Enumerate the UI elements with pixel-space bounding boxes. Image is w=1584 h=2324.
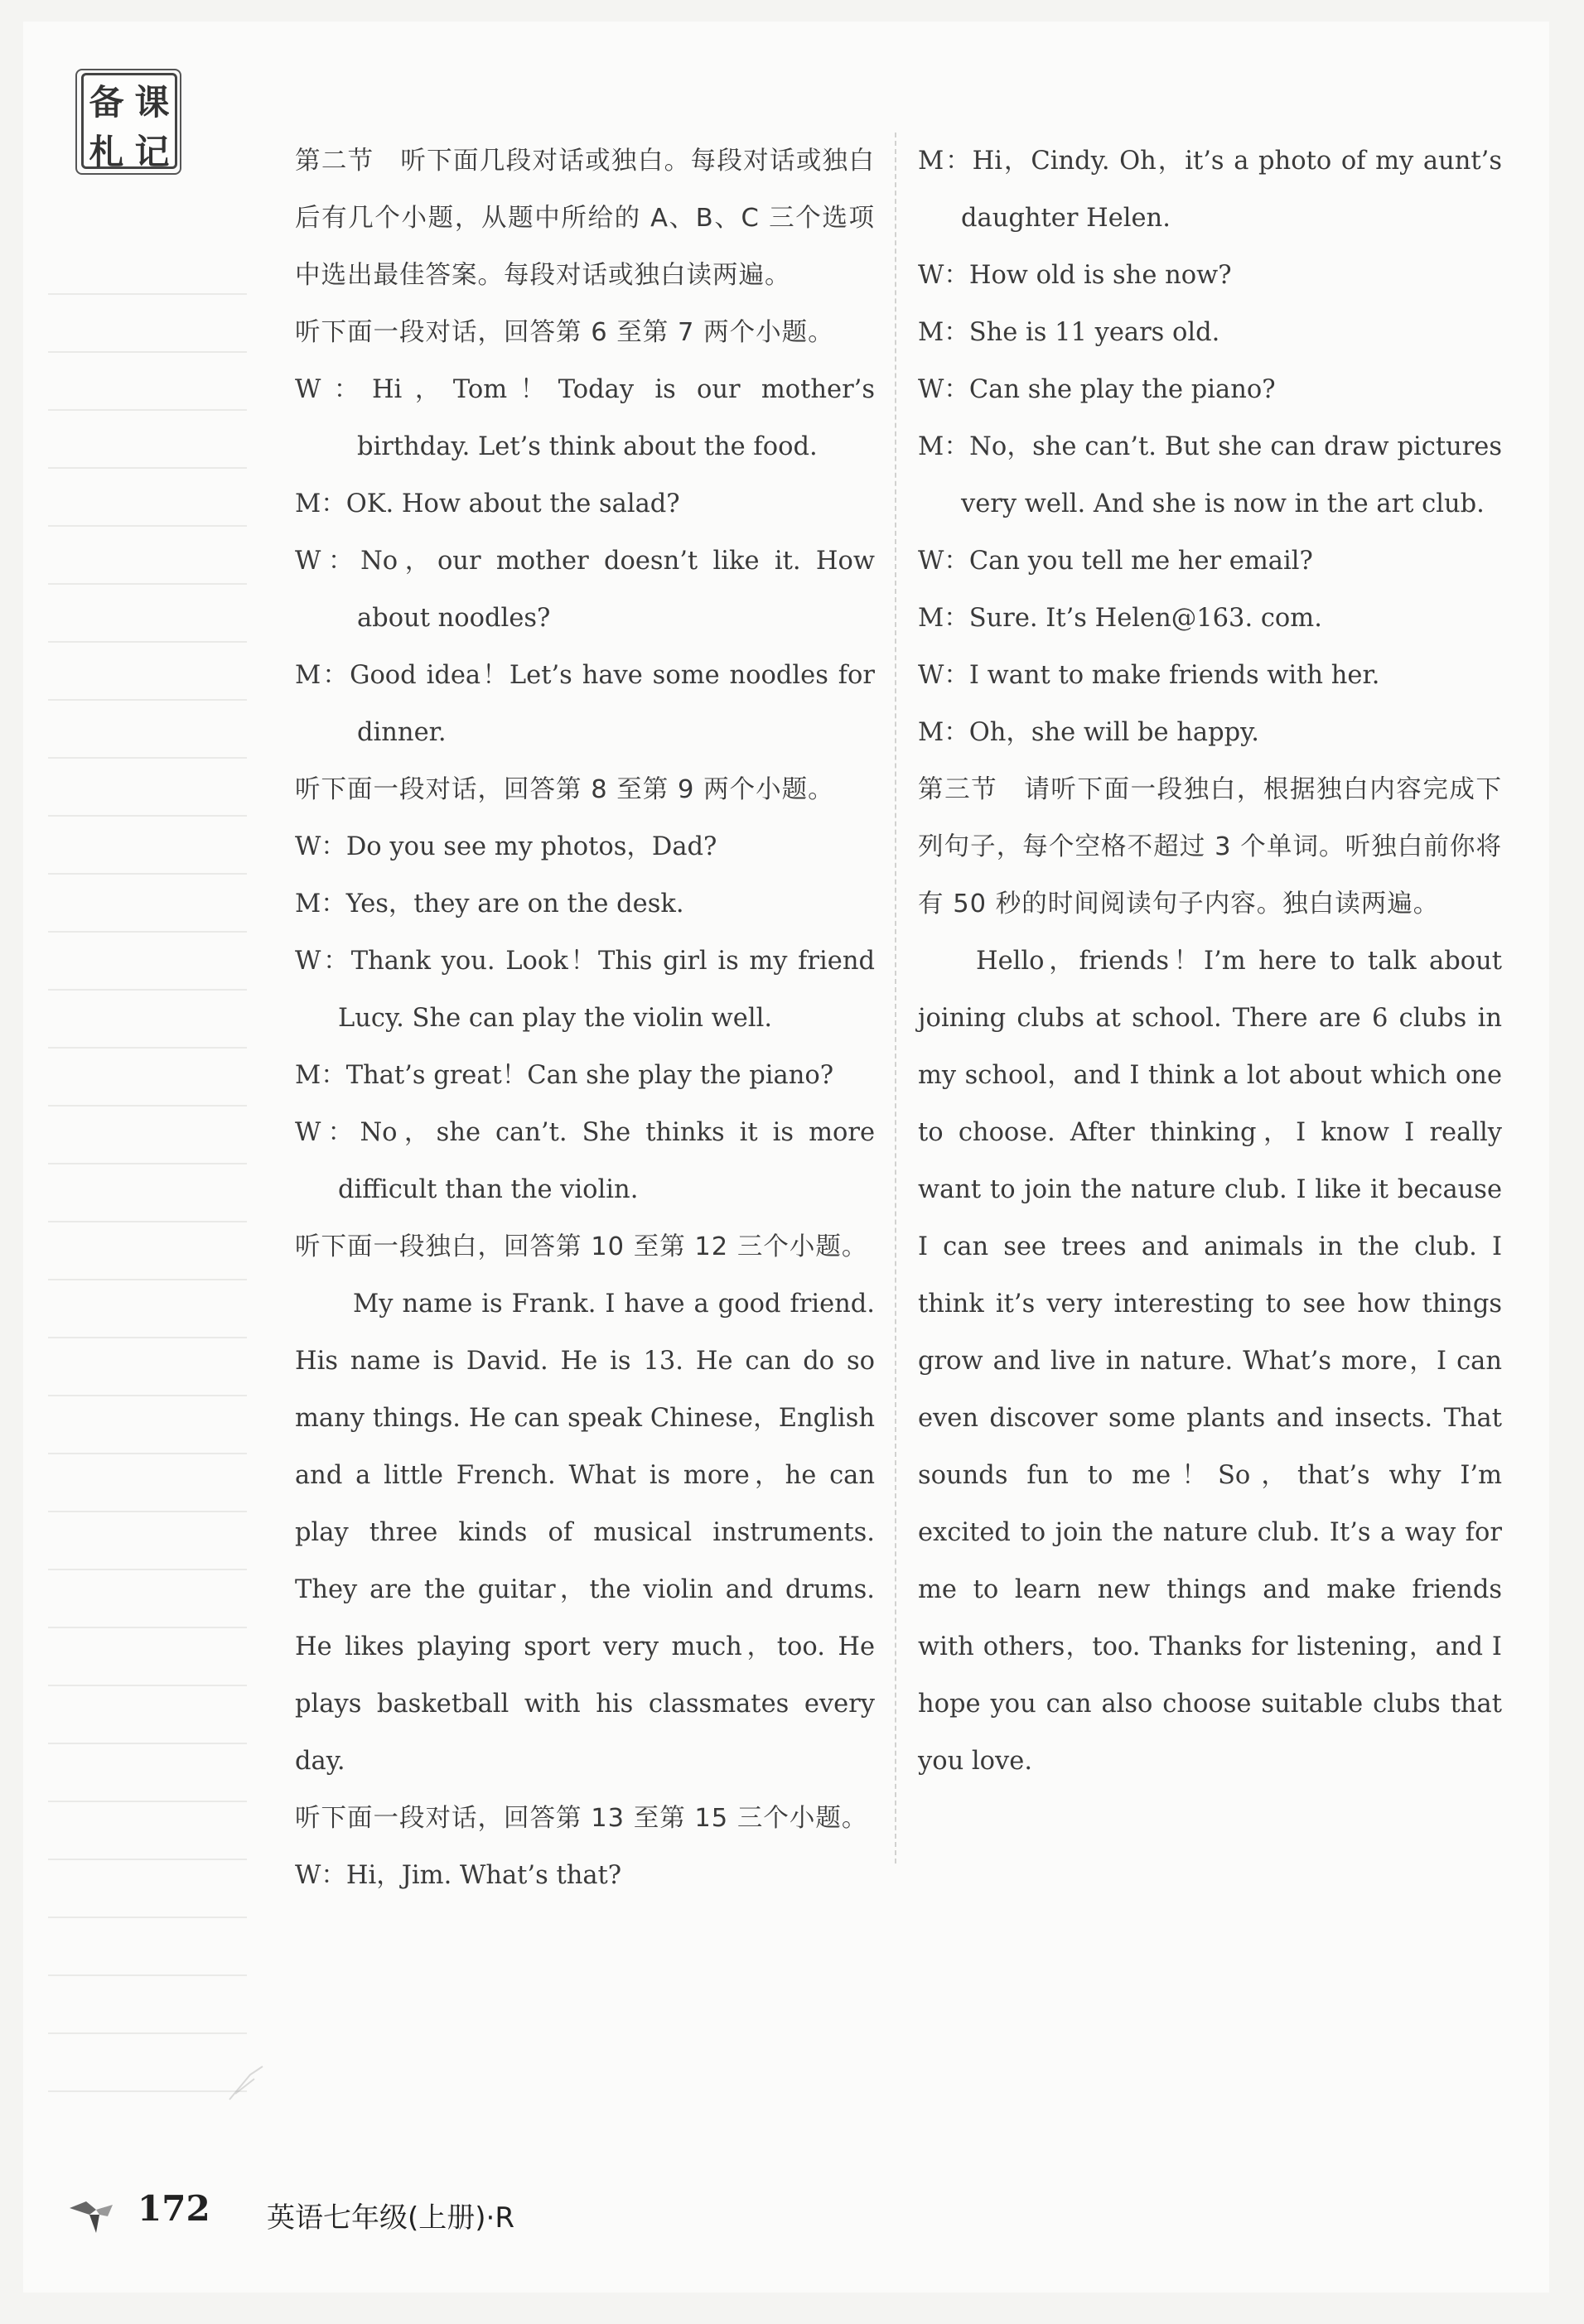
dialogue-line: W：No，she can’t. She thinks it is more difficult than the violin. bbox=[295, 1118, 875, 1204]
monologue-paragraph: My name is Frank. I have a good friend. His name is David. He is 13. He can do so many things. He can speak Chinese，English and a little French. What is more，he can play three kinds of musical instruments. They are the guitar，the violin and drums. He likes playing sport very much，too. He plays basketball with his classmates every day. bbox=[295, 1290, 875, 1776]
column-divider bbox=[895, 133, 896, 1864]
question-prompt: 听下面一段独白，回答第 10 至第 12 三个小题。 bbox=[295, 1232, 868, 1261]
dialogue-line: W：Can she play the piano? bbox=[918, 375, 1276, 404]
dialogue-line: M：Yes，they are on the desk. bbox=[295, 890, 684, 919]
dialogue-line: M：No，she can’t. But she can draw pictures very well. And she is now in the art club. bbox=[918, 432, 1502, 518]
question-prompt: 听下面一段对话，回答第 8 至第 9 两个小题。 bbox=[295, 775, 834, 804]
dialogue-line: W：Do you see my photos，Dad? bbox=[295, 832, 717, 861]
stamp-char: 札 bbox=[89, 132, 124, 172]
page-number: 172 bbox=[138, 2188, 210, 2229]
dialogue-line: M：Hi，Cindy. Oh，it’s a photo of my aunt’s daughter Helen. bbox=[918, 147, 1502, 233]
question-prompt: 听下面一段对话，回答第 6 至第 7 两个小题。 bbox=[295, 318, 834, 347]
note-lines bbox=[48, 237, 247, 2142]
dialogue-line: W：I want to make friends with her. bbox=[918, 661, 1380, 690]
stamp-char: 课 bbox=[134, 82, 170, 123]
dialogue-line: M：OK. How about the salad? bbox=[295, 489, 680, 518]
dialogue-line: M：Sure. It’s Helen@163. com. bbox=[918, 604, 1322, 633]
stamp-char: 记 bbox=[134, 132, 170, 172]
dialogue-line: M：Oh，she will be happy. bbox=[918, 718, 1260, 747]
right-column bbox=[918, 133, 1502, 1790]
pen-mark-icon bbox=[225, 2062, 267, 2104]
dialogue-line: M：That’s great！Can she play the piano? bbox=[295, 1061, 834, 1090]
monologue-paragraph: Hello，friends！I’m here to talk about joining clubs at school. There are 6 clubs in my school，and I think a lot about which one to choose. After thinking，I know I really want to join the nature club. I like it because I can see trees and animals in the club. I think it’s very interesting to see how things grow and live in nature. What’s more，I can even discover some plants and insects. That sounds fun to me！So，that’s why I’m excited to join the nature club. It’s a way for me to learn new things and make friends with others，too. Thanks for listening，and I hope you can also choose suitable clubs that you love. bbox=[918, 947, 1502, 1776]
dialogue-line: M：She is 11 years old. bbox=[918, 318, 1220, 347]
dialogue-line: W：How old is she now? bbox=[918, 261, 1232, 290]
section-instruction: 第三节 请听下面一段独白，根据独白内容完成下列句子，每个空格不超过 3 个单词。听独白前你将有 50 秒的时间阅读句子内容。独白读两遍。 bbox=[918, 775, 1502, 919]
stamp-char: 备 bbox=[89, 82, 124, 123]
notes-stamp-logo bbox=[81, 73, 177, 172]
section-instruction: 第二节 听下面几段对话或独白。每段对话或独白后有几个小题，从题中所给的 A、B、C 三个选项中选出最佳答案。每段对话或独白读两遍。 bbox=[295, 147, 875, 290]
dialogue-line: W：Hi，Jim. What’s that? bbox=[295, 1861, 622, 1890]
left-column bbox=[295, 133, 875, 1904]
dialogue-line: M：Good idea！Let’s have some noodles for dinner. bbox=[295, 661, 875, 747]
question-prompt: 听下面一段对话，回答第 13 至第 15 三个小题。 bbox=[295, 1804, 868, 1833]
dialogue-line: W：Can you tell me her email? bbox=[918, 547, 1313, 576]
page-corner-decoration-icon bbox=[66, 2196, 124, 2238]
dialogue-line: W：Hi，Tom！Today is our mother’s birthday. Let’s think about the food. bbox=[295, 375, 875, 461]
dialogue-line: W：No，our mother doesn’t like it. How about noodles? bbox=[295, 547, 875, 633]
dialogue-line: W：Thank you. Look！This girl is my friend Lucy. She can play the violin well. bbox=[295, 947, 875, 1033]
book-title: 英语七年级(上册)·R bbox=[267, 2201, 514, 2235]
